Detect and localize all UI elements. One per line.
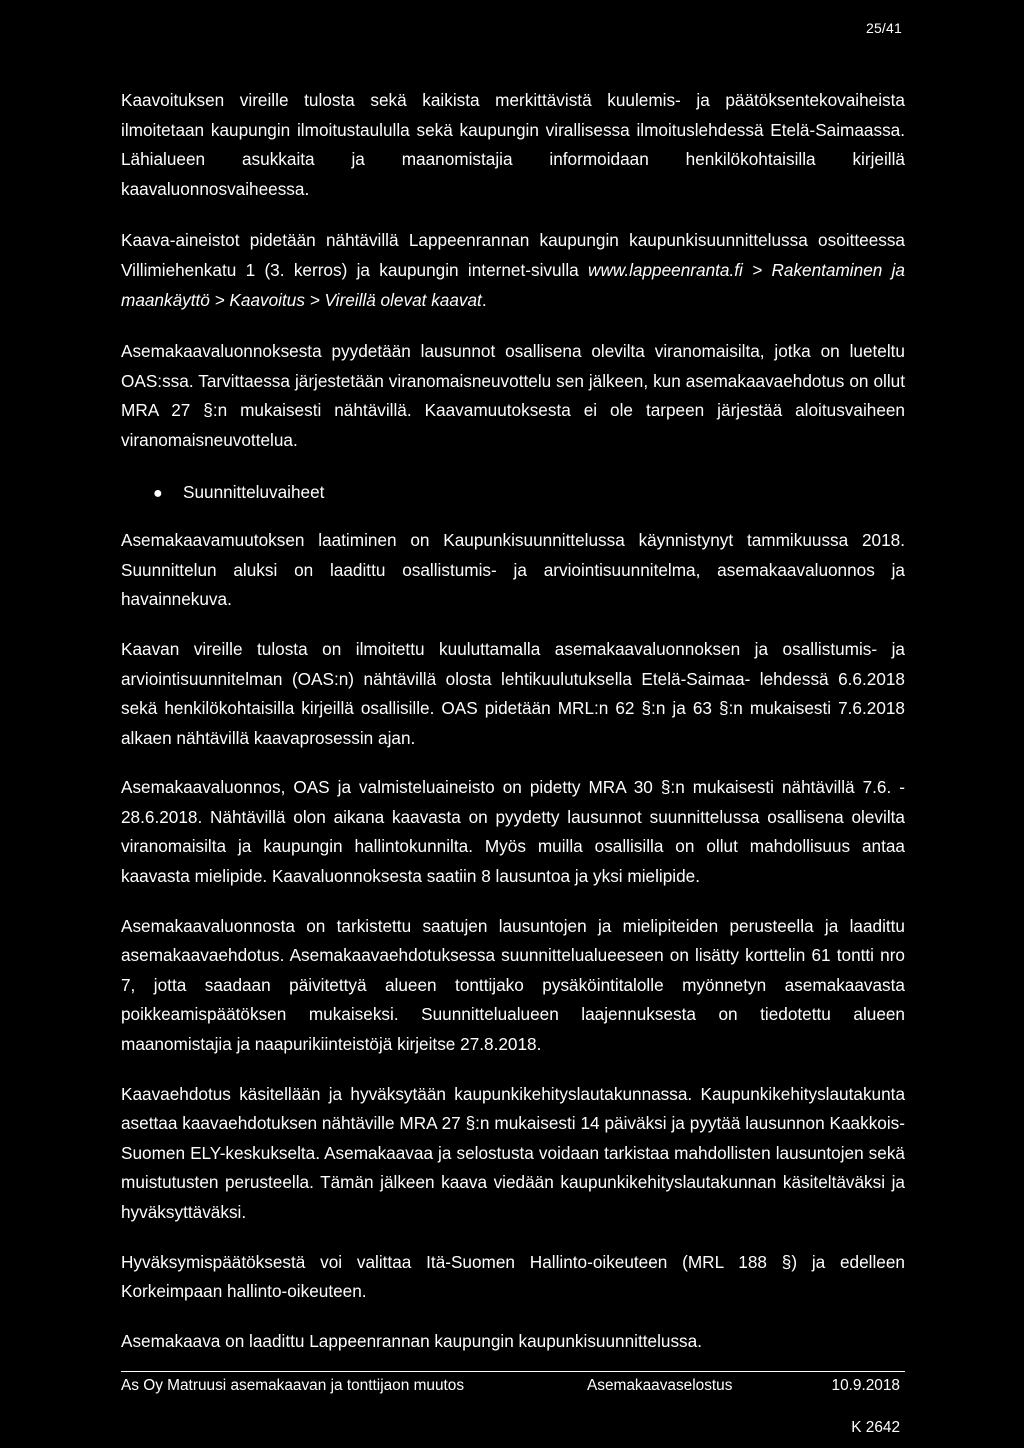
paragraph-draft-display: Asemakaavaluonnos, OAS ja valmisteluaineisto on pidetty MRA 30 §:n mukaisesti nähtävillä 7.6. - 28.6.2018. Nähtävillä olon aikana kaavasta on pyydetty lausunnot suunnittelussa osallisena olevilta viranomaisilta ja kaupungin hallintokunnilta. Myös muilla osallisilla on ollut mahdollisuus antaa kaavasta mielipide. Kaavaluonnoksesta saatiin 8 lausuntoa ja yksi mielipide. — [121, 777, 905, 887]
paragraph-materials-availability — [121, 226, 905, 315]
section-heading-label: Suunnitteluvaiheet — [183, 481, 325, 502]
section-heading-planning-phases — [121, 478, 905, 509]
page-number: 25/41 — [865, 20, 902, 36]
paragraph-materials-end: . — [481, 289, 487, 310]
paragraph-announcements: Kaavoituksen vireille tulosta sekä kaikista merkittävistä kuulemis- ja päätöksentekovaiheista ilmoitetaan kaupungin ilmoitustaululla sekä kaupungin virallisessa ilmoituslehdessä Etelä-Saimaassa. Lähialueen asukkaita ja maanomistajia informoidaan henkilökohtaisilla kirjeillä kaavaluonnosvaiheessa. — [121, 90, 905, 199]
footer-date: 10.9.2018 — [831, 1377, 900, 1394]
bullet-icon: ● — [153, 484, 163, 502]
paragraph-planning-start: Asemakaavamuutoksen laatiminen on Kaupunkisuunnittelussa käynnistynyt tammikuussa 2018. Suunnittelun aluksi on laadittu osallistumis- ja arviointisuunnitelma, asemakaavaluonnos ja havainnekuva. — [121, 530, 905, 610]
footer-plan-code: K 2642 — [851, 1419, 900, 1436]
page-footer — [121, 1371, 905, 1436]
paragraph-author: Asemakaava on laadittu Lappeenrannan kaupungin kaupunkisuunnittelussa. — [121, 1330, 702, 1351]
footer-document-title: As Oy Matruusi asemakaavan ja tonttijaon muutos — [121, 1377, 465, 1394]
footer-document-type: Asemakaavaselostus — [587, 1377, 733, 1394]
website-path-link[interactable]: www.lappeenranta.fi > Rakentaminen ja maankäyttö > Kaavoitus > Vireillä olevat kaavat — [121, 259, 905, 310]
document-body — [121, 86, 905, 1356]
paragraph-proposal-handling: Kaavaehdotus käsitellään ja hyväksytään kaupunkikehityslautakunnassa. Kaupunkikehityslautakunta asettaa kaavaehdotuksen nähtäville MRA 27 §:n mukaisesti 14 päiväksi ja pyytää lausunnon Kaakkois-Suomen ELY-keskukselta. Asemakaavaa ja selostusta voidaan tarkistaa mahdollisten lausuntojen sekä muistutusten perusteella. Tämän jälkeen kaava viedään kaupunkikehityslautakunnan käsiteltäväksi ja hyväksyttäväksi. — [121, 1083, 905, 1222]
footer-row — [121, 1376, 905, 1396]
paragraph-draft-revision: Asemakaavaluonnosta on tarkistettu saatujen lausuntojen ja mielipiteiden perusteella ja laadittu asemakaavaehdotus. Asemakaavaehdotuksessa suunnittelualueeseen on lisätty korttelin 61 tontti nro 7, jotta saadaan päivitettyä alueen tonttijako pysäköintitalolle myönnetyn asemakaavasta poikkeamispäätöksen mukaiseksi. Suunnittelualueen laajennuksesta on tiedotettu alueen maanomistajia ja naapurikiinteistöjä kirjeitse 27.8.2018. — [121, 915, 905, 1055]
paragraph-initiation-notice: Kaavan vireille tulosta on ilmoitettu kuuluttamalla asemakaavaluonnoksen ja osallistumis- ja arviointisuunnitelman (OAS:n) nähtävillä olosta lehtikuulutuksella Etelä-Saimaa- lehdessä 6.6.2018 sekä henkilökohtaisilla kirjeillä osallisille. OAS pidetään MRL:n 62 §:n ja 63 §:n mukaisesti 7.6.2018 alkaen nähtävillä kaavaprosessin ajan. — [121, 638, 905, 748]
paragraph-materials-text: Kaava-aineistot pidetään nähtävillä Lappeenrannan kaupungin kaupunkisuunnittelussa osoitteessa Villimiehenkatu 1 (3. kerros) ja kaupungin internet-sivulla — [121, 230, 905, 280]
paragraph-appeal: Hyväksymispäätöksestä voi valittaa Itä-Suomen Hallinto-oikeuteen (MRL 188 §) ja edelleen Korkeimpaan hallinto-oikeuteen. — [121, 1251, 905, 1302]
paragraph-statements: Asemakaavaluonnoksesta pyydetään lausunnot osallisena olevilta viranomaisilta, jotka on lueteltu OAS:ssa. Tarvittaessa järjestetään viranomaisneuvottelu sen jälkeen, kun asemakaavaehdotus on ollut MRA 27 §:n mukaisesti nähtävillä. Kaavamuutoksesta ei ole tarpeen järjestää aloitusvaiheen viranomaisneuvottelua. — [121, 341, 905, 450]
